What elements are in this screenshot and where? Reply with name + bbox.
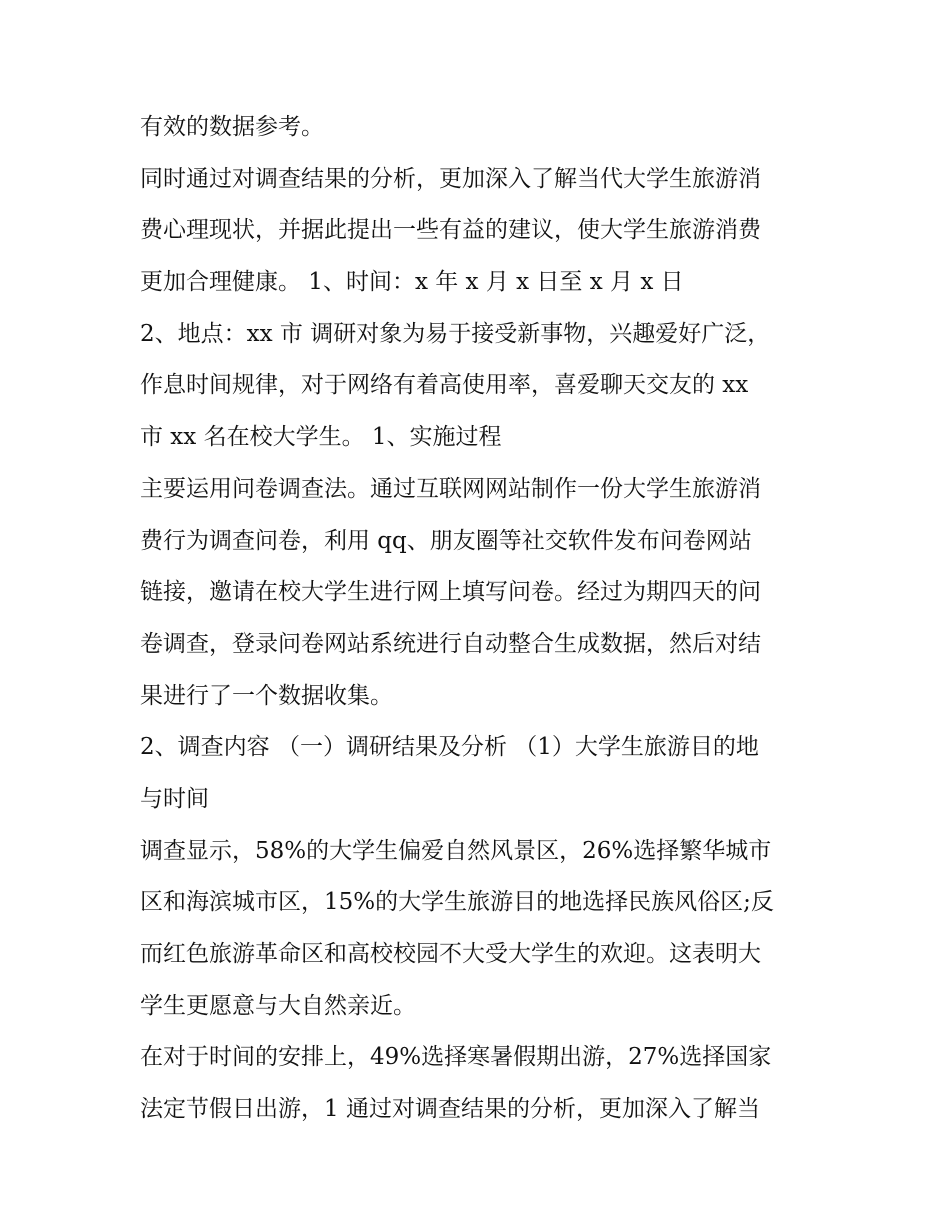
- text-line: 与时间: [140, 785, 209, 812]
- text-line: 有效的数据参考。: [140, 114, 324, 140]
- text-line: 区和海滨城市区，15%的大学生旅游目的地选择民族风俗区;反: [140, 889, 774, 916]
- text-line: 学生更愿意与大自然亲近。: [140, 992, 416, 1019]
- text-line: 作息时间规律，对于网络有着高使用率，喜爱聊天交友的 xx: [140, 372, 749, 399]
- text-line: 费心理现状，并据此提出一些有益的建议，使大学生旅游消费: [140, 217, 761, 244]
- document-body: [140, 102, 830, 1136]
- text-line: 同时通过对调查结果的分析，更加深入了解当代大学生旅游消: [140, 165, 761, 192]
- text-line: 法定节假日出游，1 通过对调查结果的分析，更加深入了解当: [140, 1096, 760, 1123]
- text-line: 调查显示，58%的大学生偏爱自然风景区，26%选择繁华城市: [140, 837, 772, 864]
- text-line: 更加合理健康。 1、时间：x 年 x 月 x 日至 x 月 x 日: [140, 269, 684, 296]
- text-line: 市 xx 名在校大学生。 1、实施过程: [140, 424, 502, 451]
- text-line: 而红色旅游革命区和高校校园不大受大学生的欢迎。这表明大: [140, 941, 761, 967]
- text-line: 2、地点：xx 市 调研对象为易于接受新事物，兴趣爱好广泛，: [140, 320, 771, 347]
- text-line: 在对于时间的安排上，49%选择寒暑假期出游，27%选择国家: [140, 1044, 772, 1071]
- text-line: 果进行了一个数据收集。: [140, 682, 393, 709]
- text-line: 主要运用问卷调查法。通过互联网网站制作一份大学生旅游消: [140, 475, 761, 502]
- text-line: 链接，邀请在校大学生进行网上填写问卷。经过为期四天的问: [140, 579, 761, 606]
- text-line: 费行为调查问卷，利用 qq、朋友圈等社交软件发布问卷网站: [140, 527, 752, 554]
- text-line: 卷调查，登录问卷网站系统进行自动整合生成数据，然后对结: [140, 630, 761, 657]
- text-line: 2、调查内容 （一）调研结果及分析 （1）大学生旅游目的地: [140, 734, 759, 761]
